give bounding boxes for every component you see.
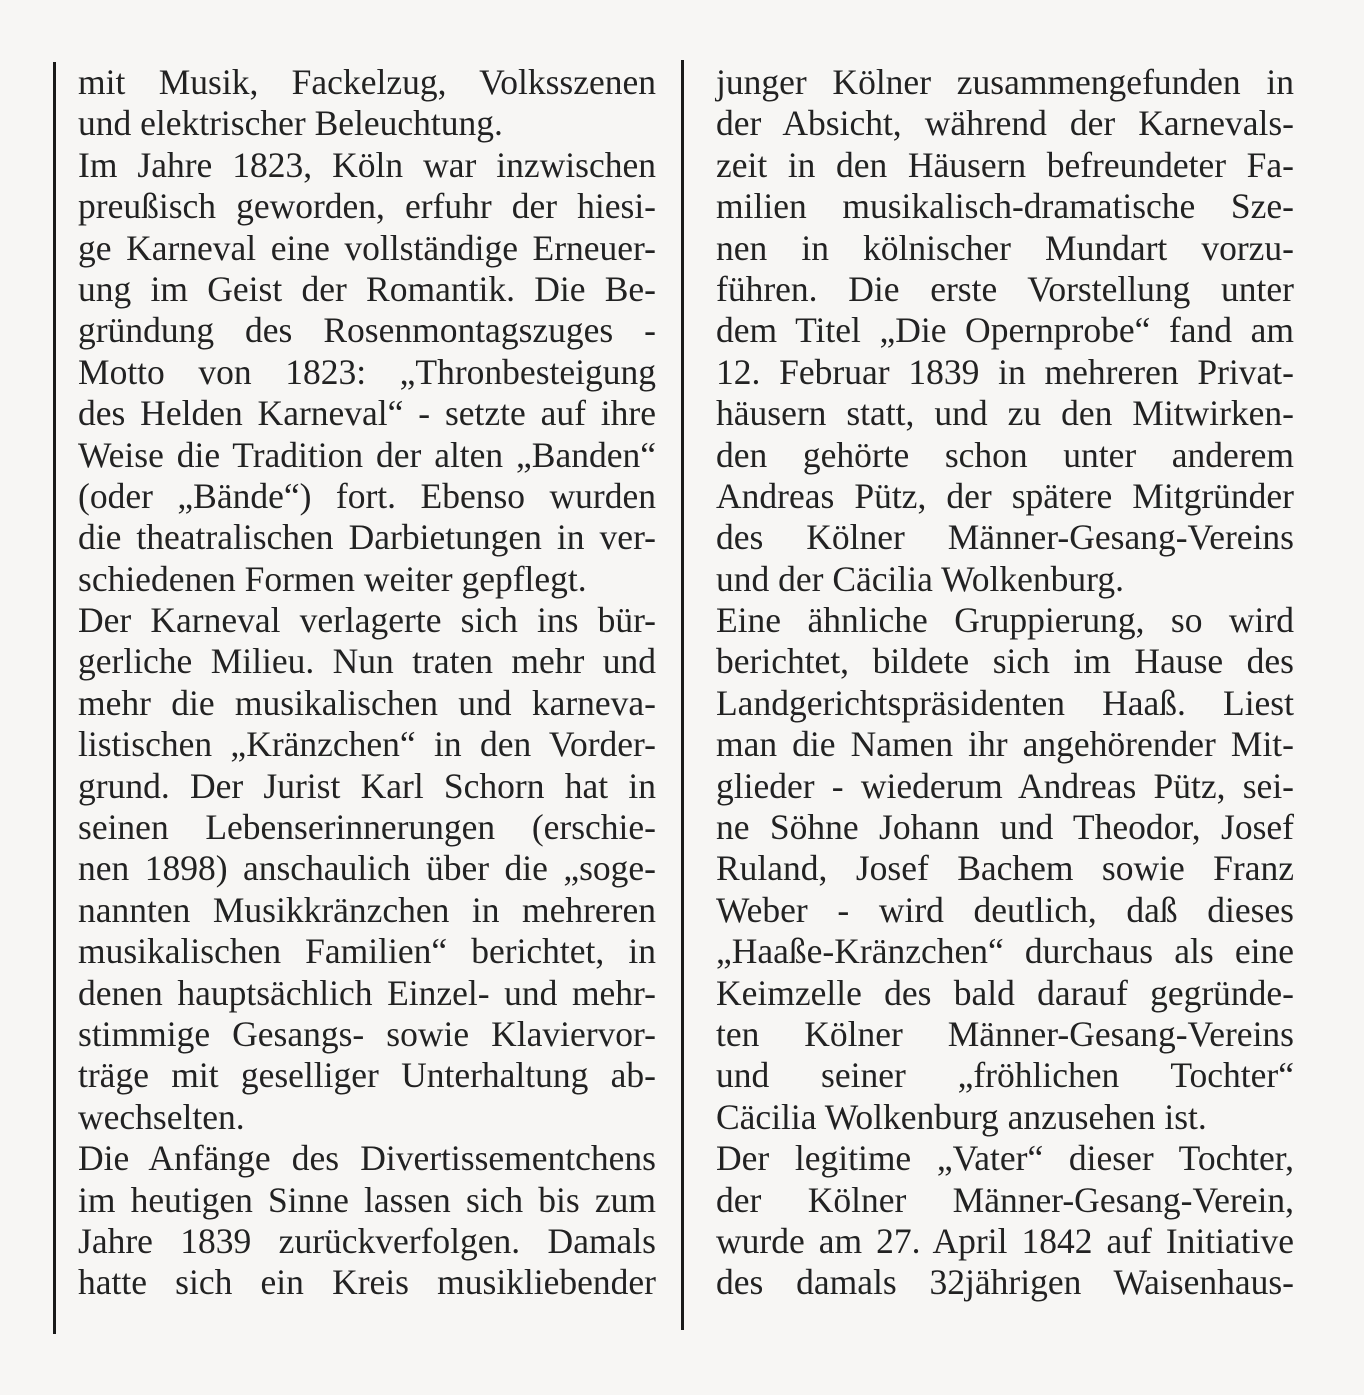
text-line: Cäcilia Wolkenburg anzusehen ist. — [716, 1096, 1207, 1137]
text-line: listischen „Kränzchen“ in den Vorder- — [78, 724, 656, 765]
text-line: milien musikalisch-dramatische Sze- — [716, 186, 1294, 227]
text-line: die theatralischen Darbietungen in ver- — [78, 517, 656, 558]
text-line: wurde am 27. April 1842 auf Initiative — [716, 1220, 1294, 1261]
text-line: preußisch geworden, erfuhr der hiesi- — [78, 186, 656, 227]
right-text-column — [716, 62, 1294, 1304]
text-line: der Kölner Männer-Gesang-Verein, — [716, 1179, 1294, 1220]
text-line: berichtet, bildete sich im Hause des — [716, 641, 1294, 682]
text-line: wechselten. — [78, 1096, 245, 1137]
text-line: und elektrischer Beleuchtung. — [78, 103, 503, 144]
text-line: grund. Der Jurist Karl Schorn hat in — [78, 765, 656, 806]
text-line: 12. Februar 1839 in mehreren Privat- — [716, 351, 1294, 392]
text-line: Eine ähnliche Gruppierung, so wird — [716, 600, 1294, 641]
text-line: schiedenen Formen weiter gepflegt. — [78, 558, 587, 599]
text-line: Weber - wird deutlich, daß dieses — [716, 889, 1294, 930]
text-line: Im Jahre 1823, Köln war inzwischen — [78, 144, 656, 185]
text-line: häusern statt, und zu den Mitwirken- — [716, 393, 1294, 434]
text-line: und der Cäcilia Wolkenburg. — [716, 558, 1124, 599]
text-line: Ruland, Josef Bachem sowie Franz — [716, 848, 1294, 889]
text-line: des Helden Karneval“ - setzte auf ihre — [78, 393, 656, 434]
text-line: Weise die Tradition der alten „Banden“ — [78, 434, 656, 475]
text-line: musikalischen Familien“ berichtet, in — [78, 931, 656, 972]
text-line: Keimzelle des bald darauf gegründe- — [716, 972, 1294, 1013]
text-line: Motto von 1823: „Thronbesteigung — [78, 351, 656, 392]
text-line: junger Kölner zusammengefunden in — [716, 62, 1294, 102]
text-line: ne Söhne Johann und Theodor, Josef — [716, 807, 1294, 848]
text-line: mehr die musikalischen und karneva- — [78, 682, 656, 723]
text-line: Der Karneval verlagerte sich ins bür- — [78, 600, 656, 641]
text-line: Der legitime „Vater“ dieser Tochter, — [716, 1138, 1294, 1179]
left-column-rule — [53, 62, 56, 1334]
text-line: denen hauptsächlich Einzel- und mehr- — [78, 972, 656, 1013]
text-line: „Haaße-Kränzchen“ durchaus als eine — [716, 931, 1294, 972]
text-line: stimmige Gesangs- sowie Klaviervor- — [78, 1013, 656, 1054]
text-line: man die Namen ihr angehörender Mit- — [716, 724, 1294, 765]
text-line: der Absicht, während der Karnevals- — [716, 103, 1294, 144]
text-line: Jahre 1839 zurückverfolgen. Damals — [78, 1220, 656, 1261]
text-line: zeit in den Häusern befreundeter Fa- — [716, 144, 1294, 185]
text-line: glieder - wiederum Andreas Pütz, sei- — [716, 765, 1294, 806]
text-line: ten Kölner Männer-Gesang-Vereins — [716, 1013, 1294, 1054]
text-line: seinen Lebenserinnerungen (erschie- — [78, 807, 656, 848]
text-line: nen 1898) anschaulich über die „soge- — [78, 848, 656, 889]
text-line: den gehörte schon unter anderem — [716, 434, 1294, 475]
text-line: nannten Musikkränzchen in mehreren — [78, 889, 656, 930]
text-line: ung im Geist der Romantik. Die Be- — [78, 268, 656, 309]
text-line: führen. Die erste Vorstellung unter — [716, 268, 1294, 309]
text-line: gerliche Milieu. Nun traten mehr und — [78, 641, 656, 682]
text-line: Landgerichtspräsidenten Haaß. Liest — [716, 682, 1294, 723]
text-line: des Kölner Männer-Gesang-Vereins — [716, 517, 1294, 558]
text-line: träge mit geselliger Unterhaltung ab- — [78, 1055, 656, 1096]
text-line: Andreas Pütz, der spätere Mitgründer — [716, 475, 1294, 516]
text-line: ge Karneval eine vollständige Erneuer- — [78, 227, 656, 268]
text-line: und seiner „fröhlichen Tochter“ — [716, 1055, 1294, 1096]
text-line: nen in kölnischer Mundart vorzu- — [716, 227, 1294, 268]
column-divider-rule — [681, 60, 684, 1330]
text-line: hatte sich ein Kreis musikliebender — [78, 1262, 656, 1303]
text-line: des damals 32jährigen Waisenhaus- — [716, 1262, 1294, 1303]
text-line: im heutigen Sinne lassen sich bis zum — [78, 1179, 656, 1220]
text-line: dem Titel „Die Opernprobe“ fand am — [716, 310, 1294, 351]
left-text-column — [78, 62, 656, 1304]
text-line: mit Musik, Fackelzug, Volksszenen — [78, 62, 656, 102]
text-line: (oder „Bände“) fort. Ebenso wurden — [78, 475, 656, 516]
text-line: gründung des Rosenmontagszuges - — [78, 310, 656, 351]
text-line: Die Anfänge des Divertissementchens — [78, 1138, 656, 1179]
